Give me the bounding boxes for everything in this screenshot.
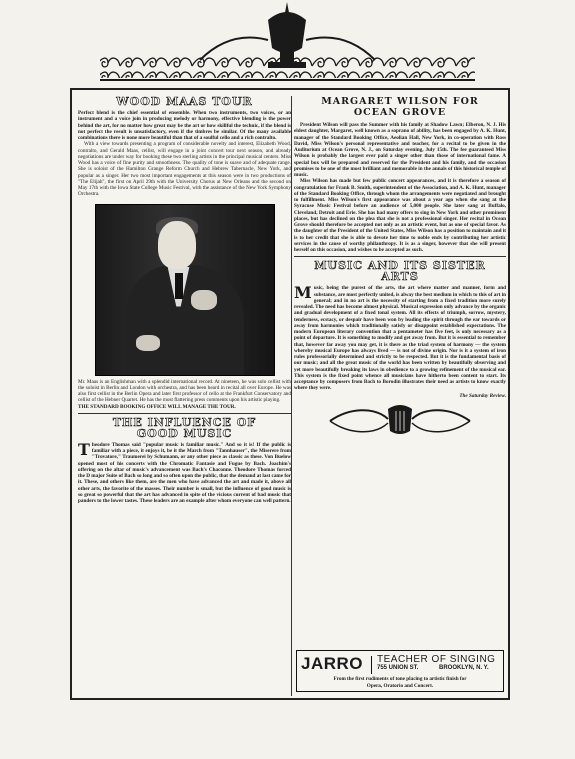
booking-notice: THE STANDARD BOOKING OFFICE WILL MANAGE THE TOUR. — [78, 403, 236, 410]
music-paragraph — [294, 285, 506, 391]
photo-caption: Mr. Maas is an Englishman with a splendid international record. At nineteen, he was solo cellist with the soloist in Berlin and London with orchestra, and has been heard in recital all over Europe. He was also first cellist in the Berlin Opera and later first professor of cello at the Frankfurt Conservatory and cellist of the Hebner Quartet. He has the most flattering press comments upon his artistic playing. — [78, 378, 291, 404]
ad-line-2: Opera, Oratorio and Concert. — [366, 683, 434, 689]
influence-heading-line2: GOOD MUSIC — [136, 426, 233, 440]
wilson-heading-line1: MARGARET WILSON FOR — [321, 96, 479, 107]
wood-maas-paragraph-2: With a view towards presenting a program of considerable novelty and interest, Elizabeth Wood, contralto, and Gerald Maas, cellist, will engage in a joint concert tour next season, and already negotiations are under way for booking these two sterling artists in the principal musical centers. Miss Wood has a voice of fine purity and smoothness. The quality of tone is suave and of adequate range. She is soloist of the Hamilton Grange Reform Church and Hebrew Tabernacle, New York, and popular as a singer. Her two most important engagements at this season were in two productions of "The Elijah", the first on April 29th with the University Chorus at New Orleans and the second on May 17th with the Iowa State College Music Festival, with the assistance of the New York Symphony Orchestra. — [78, 141, 291, 198]
right-column — [294, 96, 506, 441]
portrait-photo-gerald-maas — [95, 204, 275, 376]
ad-name: JARRO — [301, 654, 364, 673]
wilson-heading-line2: OCEAN GROVE — [353, 107, 447, 118]
music-dropcap: M — [294, 283, 312, 303]
section-divider — [78, 413, 291, 414]
influence-text: heodore Thomas said "popular music is familiar music." And so it is! If the public is familiar with a piece, it enjoys it, be it the March from "Tannhauser", the Miserere from "Trovatore," Traumerei by Schumann, or any other piece as classic as these. Von Buelow opened most of his concerts with the Chromatic Fantasie and Fugue by Bach. Joachim's offering on the altar of music's advancement was Bach's Chaconne. Theodore Thomas forced the D major Suite of Bach so long and so often upon the public, that the demand at last came for it. These, and others like them, are the men who have advanced the art and made it, above all other arts, the favorite of the masses. Their number is small, but the influence of good music is so great so powerful that the art has advanced in spite of the vicious current of bad music that panders to the lower tastes. These leaders are an example after whom everyone can well pattern. — [78, 441, 291, 504]
wilson-paragraph-2: Miss Wilson has made but few public concert appearances, and it is therefore a season of congratulation for Frank B. Smith, superintendent of the Association, and A. K. Hunt, manager of the Standard Booking Office, through whom the arrangements were negotiated and brought to fulfillment. Miss Wilson's first appearance was about a year ago when she sang at the Syracuse Music Festival before an audience of 5,000 people. She later sang at Buffalo, Cleveland, Detroit and Erie. She has had many offers to sing in New York and other prominent places, but has declined on the plea that she is not a professional singer. Her recital in Ocean Grove should therefore be accepted not only as an artistic event, but as one of special favor. As the daughter of the President of the United States, Miss Wilson has a position to maintain and it is to her credit that she is able to devote her time to noble ends by contributing her artistic services in the cause of worthy philanthropy. It is as a singer, however that she will present herself on this occasion, and wishes to be accepted as such. — [294, 178, 506, 253]
article-page — [70, 88, 510, 700]
influence-heading-line1: THE INFLUENCE OF — [112, 415, 257, 429]
left-column — [78, 96, 291, 504]
decorative-header-ornament — [0, 0, 575, 88]
wood-maas-paragraph-1: Perfect blend is the chief essential of ensemble. When two instruments, two voices, or an instrument and a voice join in producing melody or harmony, effective blending is the power behind the art, for no matter how great may be the art or how skillful the technic, if the blend is not perfect the result is unsatisfactory, even if the timbres be similar. Of the many available combinations there is none more beautiful than that of a soulful cello and a rich contralto. — [78, 110, 291, 141]
music-text: usic, being the purest of the arts, the art where matter and manner, form and substance, are most perfectly united, is alway the best medium in which to this of art in general; and in no art is the necessity of starting from a fixed tradition more surely revealed. The need has become almost physical. Musical expression only advance by the organic and gradual development of a fixed tonal system. All its effects of triumph, sorrow, mystery, tenderness, ecstacy, or despair have been won by leading the spirit through the ear towards or away from harmonies which traditionally satisfy or disappoint established expectations. The modern European literary convention that a pentameter has five feet, is only necessary as a point of departure. It is something to modify and get away from. But it is essential to remember that, however far away you may get, it is there as the triad system of harmony — the system whereby musical Europe has always lived — is not of divine origin. Nor is it a system of iron rules professorially determined and strictly to be respected. But it is the fundamental basis of our music; and all the great music of the world has been written by beautifully observing and yet more beautifully breaking its laws in obedience to a growing refinement of the musical ear. This system is the fixed point whence all musicians have hitherto been content to start. Its acceptance by composers from Bach to Borodin illustrates their need as artists to know exactly where they were. — [294, 285, 506, 392]
influence-dropcap: T — [78, 439, 90, 459]
wilson-paragraph-1: President Wilson will pass the Summer with his family at Shadow Lawn; Elberon, N. J. His eldest daughter, Margaret, well known as a soprano of ability, has been engaged by A. K. Hunt, manager of the Standard Booking Office, Aeolian Hall, New York, in co-operation with Ross David, Miss Wilson's personal representative and teacher, for a recital to be given in the Auditorium at Ocean Grove, N. J., on Saturday evening, July 15th. The fee guaranteed Miss Wilson is probably the largest ever paid a singer other than those of international fame. A special box will be prepared and reserved for the President and his family, and the occasion promises to be one of the most brilliant and memorable in the annals of this historical temple of music. — [294, 122, 506, 178]
jarro-advertisement — [296, 650, 504, 692]
ad-street: 755 UNION ST. — [377, 665, 419, 671]
signature-saturday-review: The Saturday Review. — [459, 392, 506, 399]
ad-city: BROOKLYN, N. Y. — [439, 665, 489, 671]
column-divider — [291, 96, 292, 696]
wood-maas-heading: WOOD MAAS TOUR — [116, 95, 253, 108]
ad-line-1: From the first rudiments of tone placing to artistic finish for — [333, 676, 467, 682]
ad-separator — [371, 656, 372, 674]
music-sister-arts-heading: MUSIC AND ITS SISTER ARTS — [314, 259, 486, 284]
lyre-ornament-icon — [320, 403, 480, 439]
section-divider — [294, 256, 506, 257]
influence-paragraph — [78, 439, 291, 505]
ad-title: TEACHER OF SINGING — [377, 654, 496, 665]
